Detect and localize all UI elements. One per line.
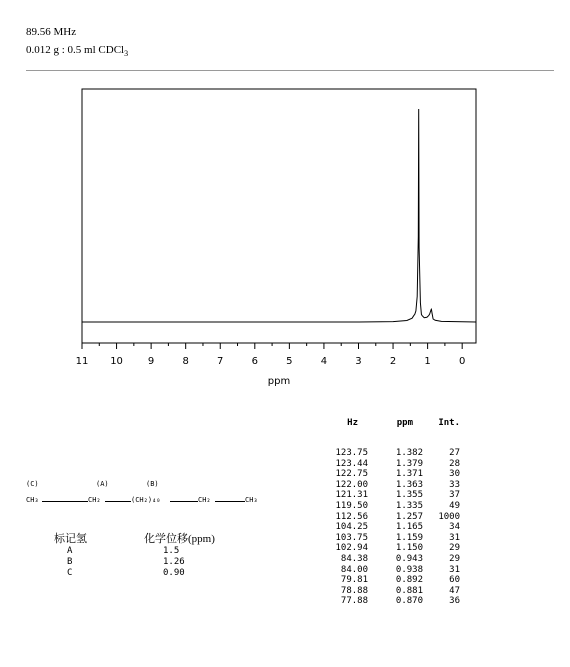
peak-row — [330, 459, 460, 470]
peak-ppm: 0.938 — [395, 564, 423, 575]
assignment-tag: C — [67, 568, 73, 578]
group-ch3-left: CH₃ — [26, 496, 39, 504]
concentration-subscript: 3 — [124, 49, 129, 58]
x-axis-tick-labels — [76, 356, 466, 367]
bond-3 — [170, 501, 198, 502]
x-tick-label: 7 — [217, 356, 224, 367]
peak-ppm: 1.355 — [395, 490, 423, 501]
peak-int: 36 — [449, 596, 460, 607]
bond-4 — [215, 501, 245, 502]
label-a: (A) — [96, 480, 109, 488]
x-tick-label: 5 — [286, 356, 293, 367]
peak-row — [330, 596, 460, 607]
group-ch2-a: CH₂ — [88, 496, 101, 504]
peak-ppm: 1.335 — [395, 500, 423, 511]
label-b: (B) — [146, 480, 159, 488]
peak-ppm: 1.371 — [395, 469, 423, 480]
assignment-row — [54, 546, 263, 557]
peak-hz: 119.50 — [335, 500, 368, 511]
molecular-structure — [26, 480, 286, 520]
peak-row — [330, 501, 460, 512]
peak-int: 60 — [449, 575, 460, 586]
peak-hz: 121.31 — [335, 490, 368, 501]
peak-hz: 123.75 — [335, 448, 368, 458]
assignment-row — [54, 557, 263, 568]
peak-rows — [330, 448, 460, 607]
peak-int: 29 — [449, 553, 460, 564]
assignment-row — [54, 568, 263, 579]
header-hz: Hz — [347, 418, 358, 428]
peak-int: 47 — [449, 585, 460, 596]
assignment-header — [54, 530, 263, 546]
x-tick-label: 9 — [147, 356, 155, 367]
peak-row — [330, 522, 460, 533]
assignment-shift: 0.90 — [163, 568, 185, 578]
peak-ppm: 1.159 — [395, 532, 423, 543]
peak-hz: 84.38 — [340, 553, 368, 564]
peak-ppm: 1.150 — [395, 543, 423, 554]
peak-hz: 122.75 — [335, 469, 368, 480]
peak-ppm: 1.363 — [395, 479, 423, 490]
assignment-header-shift: 化学位移(ppm) — [144, 533, 215, 545]
assignment-table — [54, 530, 263, 579]
x-tick-label: 4 — [320, 356, 328, 367]
peak-hz: 112.56 — [335, 511, 368, 522]
peak-table-header — [330, 418, 460, 434]
peak-hz: 78.88 — [340, 585, 368, 596]
x-tick-label: 6 — [251, 356, 258, 367]
peak-row — [330, 543, 460, 554]
peak-row — [330, 448, 460, 459]
peak-hz: 77.88 — [340, 596, 368, 607]
peak-hz: 84.00 — [340, 564, 368, 575]
group-ch3-right: CH₃ — [245, 496, 258, 504]
peak-hz: 79.81 — [340, 575, 368, 586]
bond-1 — [42, 501, 88, 502]
spectrum-trace — [82, 109, 476, 322]
peak-row — [330, 554, 460, 565]
peak-ppm: 1.257 — [395, 511, 423, 522]
peak-int: 29 — [449, 543, 460, 554]
peak-ppm: 0.943 — [395, 553, 423, 564]
assignment-tag: A — [67, 546, 73, 556]
x-tick-label: 3 — [355, 356, 362, 367]
peak-row — [330, 490, 460, 501]
peak-ppm: 0.881 — [395, 585, 423, 596]
peak-row — [330, 565, 460, 576]
peak-int: 30 — [449, 469, 460, 480]
assignment-shift: 1.5 — [163, 546, 180, 556]
spectrometer-frequency: 89.56 MHz — [26, 26, 77, 38]
peak-row — [330, 586, 460, 597]
assignment-header-hydrogen: 标记氢 — [54, 533, 87, 545]
peak-hz: 102.94 — [335, 543, 368, 554]
peak-ppm: 1.165 — [395, 522, 423, 533]
peak-row — [330, 533, 460, 544]
peak-int: 37 — [449, 490, 460, 501]
assignment-shift: 1.26 — [163, 557, 185, 567]
peak-ppm: 0.892 — [395, 575, 423, 586]
header-int: Int. — [438, 418, 460, 428]
x-axis-label: ppm — [267, 376, 291, 387]
peak-row — [330, 480, 460, 491]
x-axis-ticks — [82, 343, 462, 349]
peak-hz: 123.44 — [335, 458, 368, 469]
concentration-text: 0.012 g : 0.5 ml CDCl — [26, 44, 125, 56]
peak-int: 33 — [449, 479, 460, 490]
peak-int: 49 — [449, 500, 460, 511]
peak-int: 1000 — [438, 511, 460, 522]
peak-ppm: 0.870 — [395, 596, 423, 607]
x-tick-label: 8 — [182, 356, 189, 367]
peak-hz: 103.75 — [335, 532, 368, 543]
label-c: (C) — [26, 480, 39, 488]
x-tick-label: 0 — [458, 356, 466, 367]
group-ch2-chain: (CH₂)₄₀ — [131, 496, 161, 504]
peak-int: 31 — [449, 532, 460, 543]
assignment-tag: B — [67, 557, 73, 567]
x-tick-label: 11 — [75, 356, 89, 367]
peak-int: 31 — [449, 564, 460, 575]
peak-int: 34 — [449, 522, 460, 533]
peak-hz: 104.25 — [335, 522, 368, 533]
x-tick-label: 1 — [424, 356, 431, 367]
peak-ppm: 1.382 — [395, 448, 423, 458]
peak-row — [330, 469, 460, 480]
peak-ppm: 1.379 — [395, 458, 423, 469]
peak-table — [330, 418, 460, 607]
peak-row — [330, 512, 460, 523]
peak-hz: 122.00 — [335, 479, 368, 490]
x-tick-label: 10 — [110, 356, 123, 367]
x-tick-label: 2 — [389, 356, 397, 367]
peak-int: 27 — [449, 448, 460, 458]
bond-2 — [105, 501, 131, 502]
peak-int: 28 — [449, 458, 460, 469]
peak-row — [330, 575, 460, 586]
header-ppm: ppm — [396, 418, 413, 428]
group-ch2-b: CH₂ — [198, 496, 211, 504]
